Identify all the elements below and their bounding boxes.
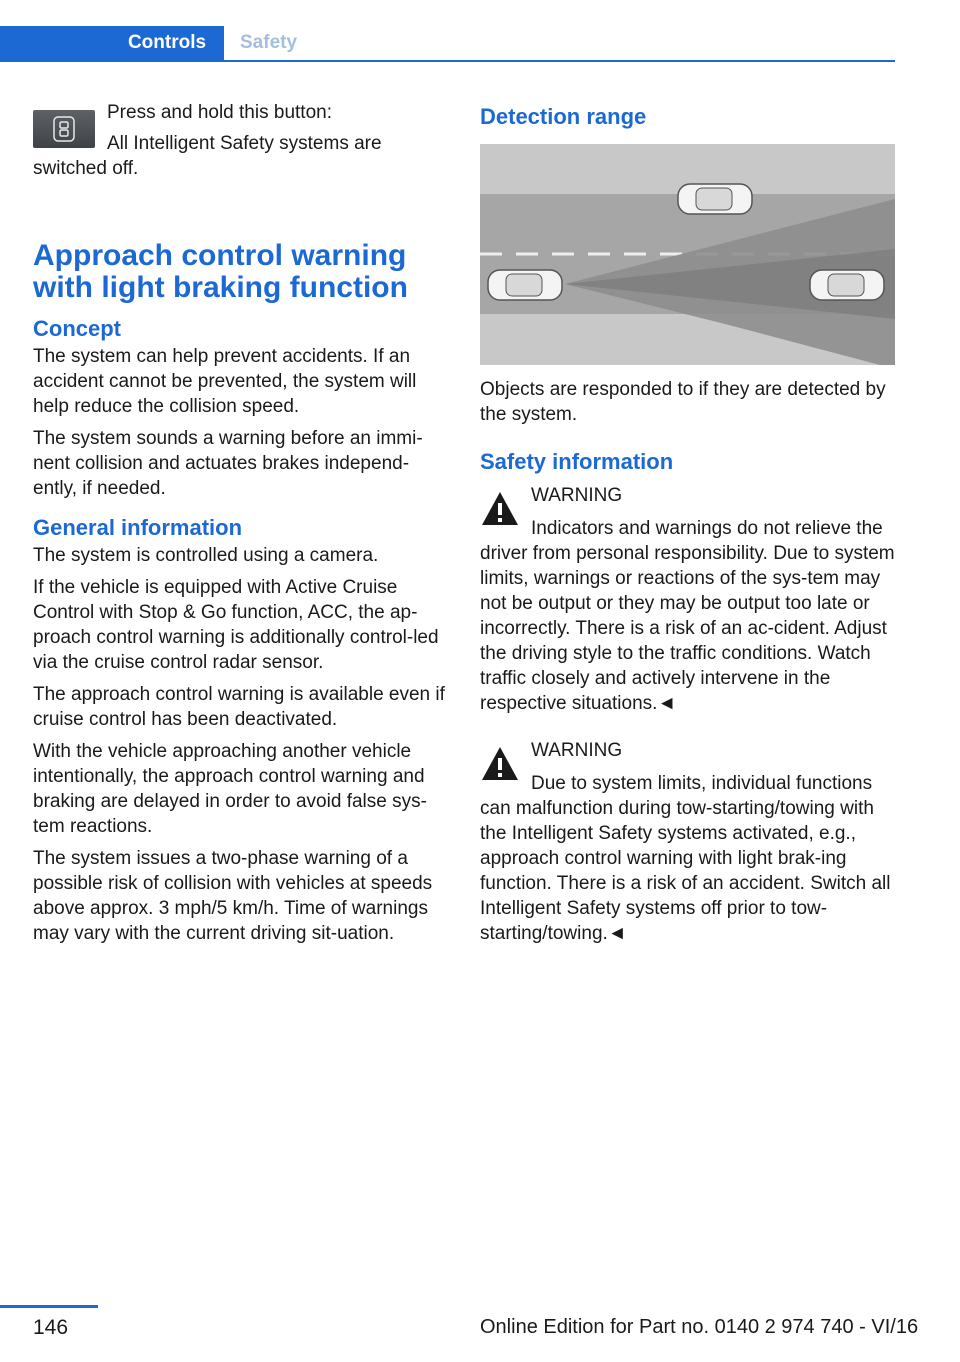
warning-block-1 xyxy=(480,483,895,716)
detection-range-diagram xyxy=(480,144,895,365)
safety-heading: Safety information xyxy=(480,449,674,474)
header-rule xyxy=(0,60,895,62)
general-paragraph-1: The system is controlled using a camera. xyxy=(33,545,379,566)
tab-safety[interactable]: Safety xyxy=(240,32,298,53)
concept-paragraph-2: The system sounds a warning before an immi-nent collision and actuates brakes independ-ently, if needed. xyxy=(33,428,423,499)
car-ego-icon xyxy=(488,270,562,300)
warning-block-2 xyxy=(480,738,895,946)
general-paragraph-5: The system issues a two-phase warning of a possible risk of collision with vehicles at speeds above approx. 3 mph/5 km/h. Time of warnings may vary with the current driving sit-uation. xyxy=(33,848,433,944)
intelligent-safety-button-icon xyxy=(33,110,95,148)
right-column xyxy=(480,100,895,964)
page-number: 146 xyxy=(33,1316,69,1339)
concept-paragraph-1: The system can help prevent accidents. If an accident cannot be prevented, the system will help reduce the collision speed. xyxy=(33,346,417,417)
general-heading: General information xyxy=(33,515,243,540)
left-column xyxy=(33,100,448,953)
warning-triangle-icon xyxy=(480,489,520,529)
header-tabs xyxy=(0,26,895,62)
button-text-1: Press and hold this button: xyxy=(107,102,332,123)
edition-info: Online Edition for Part no. 0140 2 974 740 - VI/16 xyxy=(480,1316,919,1338)
button-description xyxy=(33,100,448,181)
footer-rule xyxy=(0,1305,98,1308)
warning-2-text: Due to system limits, individual functions can malfunction during tow-starting/towing with the Intelligent Safety systems activated, e.g., approach control warning with light brak-ing function. There is a risk of an accident. Switch all Intelligent Safety systems off prior to tow-starting/towing.◄ xyxy=(480,773,891,944)
concept-heading: Concept xyxy=(33,316,121,341)
warning-1-text: Indicators and warnings do not relieve the driver from personal responsibility. Due to system limits, warnings or reactions of the sys-tem may not be output or they may be output too late or incorrectly. There is a risk of an ac-cident. Adjust the driving style to the traffic conditions. Watch traffic closely and actively intervene in the respective situations.◄ xyxy=(480,518,895,714)
general-paragraph-3: The approach control warning is available even if cruise control has been deactivated. xyxy=(33,684,445,730)
warning-triangle-icon xyxy=(480,744,520,784)
warning-2-label: WARNING xyxy=(531,740,623,761)
warning-1-label: WARNING xyxy=(531,485,623,506)
detection-paragraph: Objects are responded to if they are detected by the system. xyxy=(480,379,886,425)
general-paragraph-2: If the vehicle is equipped with Active Cruise Control with Stop & Go function, ACC, the ap-proach control warning is additionally control-led via the cruise control radar sensor. xyxy=(33,577,439,673)
car-ahead-adjacent-lane-icon xyxy=(678,184,752,214)
section-title: Approach control warning with light braking function xyxy=(33,239,408,304)
tab-controls[interactable]: Controls xyxy=(0,26,224,60)
button-text-2: All Intelligent Safety systems are switched off. xyxy=(33,133,382,179)
car-ahead-same-lane-icon xyxy=(810,270,884,300)
general-paragraph-4: With the vehicle approaching another vehicle intentionally, the approach control warning and braking are delayed in order to avoid false sys-tem reactions. xyxy=(33,741,427,837)
detection-heading: Detection range xyxy=(480,104,647,129)
